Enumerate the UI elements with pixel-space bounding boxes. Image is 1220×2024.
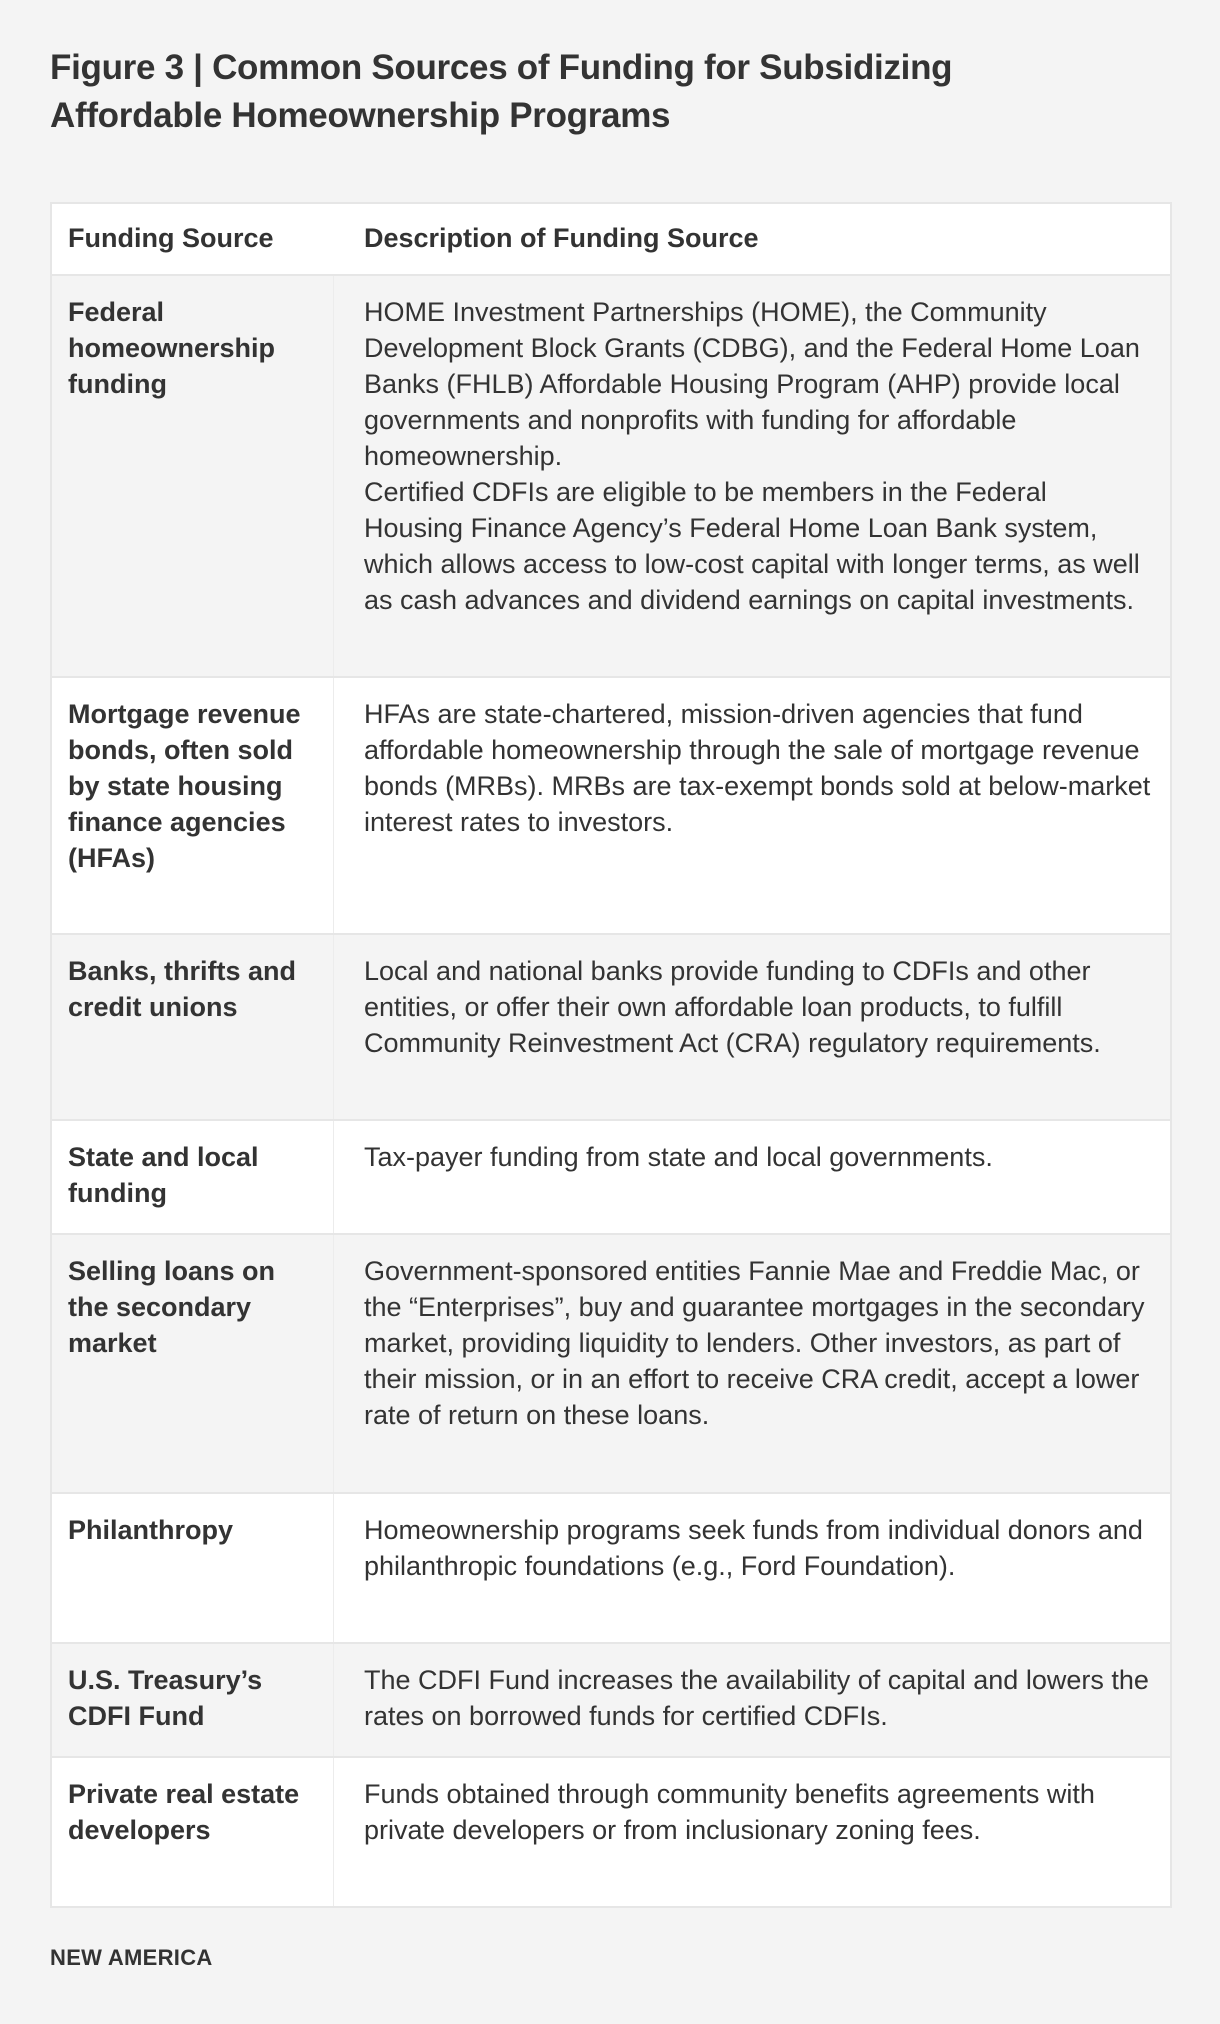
description-paragraph: Local and national banks provide funding to CDFIs and other entities, or offer their own affordable loan products, to fulfill Community Reinvestment Act (CRA) regulatory requirements.	[364, 956, 1101, 1058]
table-row	[52, 933, 1170, 1119]
table-header-row	[52, 204, 1170, 274]
description-paragraph: The CDFI Fund increases the availability of capital and lowers the rates on borrowed funds for certified CDFIs.	[364, 1665, 1149, 1731]
funding-source-cell: Banks, thrifts and credit unions	[52, 935, 334, 1119]
description-paragraph: Certified CDFIs are eligible to be members in the Federal Housing Finance Agency’s Federal Home Loan Bank system, which allows access to low-cost capital with longer terms, as well as cash advances and dividend earnings on capital investments.	[364, 477, 1140, 615]
description-paragraph: Funds obtained through community benefits agreements with private developers or from inclusionary zoning fees.	[364, 1779, 1095, 1845]
funding-source-cell: Federal homeownership funding	[52, 276, 334, 676]
funding-source-cell: Mortgage revenue bonds, often sold by state housing finance agencies (HFAs)	[52, 678, 334, 933]
funding-source-cell: Selling loans on the secondary market	[52, 1235, 334, 1492]
table-row	[52, 676, 1170, 933]
figure-title-line-2: Affordable Homeownership Programs	[50, 96, 671, 135]
funding-source-cell: State and local funding	[52, 1121, 334, 1233]
column-header-funding-source: Funding Source	[68, 223, 274, 253]
table-row	[52, 1233, 1170, 1492]
funding-source-cell: Private real estate developers	[52, 1758, 334, 1906]
description-cell	[334, 935, 1170, 1119]
description-paragraph: Homeownership programs seek funds from individual donors and philanthropic foundations (e.g., Ford Foundation).	[364, 1515, 1143, 1581]
description-paragraph: HOME Investment Partnerships (HOME), the Community Development Block Grants (CDBG), and the Federal Home Loan Banks (FHLB) Affordable Housing Program (AHP) provide local governments and nonprofits with funding for affordable homeownership.	[364, 297, 1140, 471]
table-row	[52, 1642, 1170, 1756]
description-cell	[334, 1758, 1170, 1906]
description-cell	[334, 276, 1170, 676]
figure-title	[50, 44, 1170, 140]
description-cell	[334, 1235, 1170, 1492]
new-america-logo: NEW AMERICA	[50, 1945, 213, 1970]
column-header-description: Description of Funding Source	[364, 223, 759, 253]
description-paragraph: HFAs are state-chartered, mission-driven agencies that fund affordable homeownership through the sale of mortgage revenue bonds (MRBs). MRBs are tax-exempt bonds sold at below-market interest rates to investors.	[364, 699, 1151, 837]
table-row	[52, 1756, 1170, 1906]
table-row	[52, 1492, 1170, 1642]
table-row	[52, 1119, 1170, 1233]
description-cell	[334, 1644, 1170, 1756]
description-paragraph: Tax-payer funding from state and local governments.	[364, 1142, 993, 1172]
funding-sources-table	[50, 202, 1172, 1908]
funding-source-cell: U.S. Treasury’s CDFI Fund	[52, 1644, 334, 1756]
description-cell	[334, 1121, 1170, 1233]
figure-title-line-1: Figure 3 | Common Sources of Funding for Subsidizing	[50, 48, 953, 87]
description-cell	[334, 678, 1170, 933]
table-row	[52, 274, 1170, 676]
description-paragraph: Government-sponsored entities Fannie Mae and Freddie Mac, or the “Enterprises”, buy and guarantee mortgages in the secondary market, providing liquidity to lenders. Other investors, as part of their mission, or in an effort to receive CRA credit, accept a lower rate of return on these loans.	[364, 1256, 1145, 1430]
description-cell	[334, 1494, 1170, 1642]
funding-source-cell: Philanthropy	[52, 1494, 334, 1642]
